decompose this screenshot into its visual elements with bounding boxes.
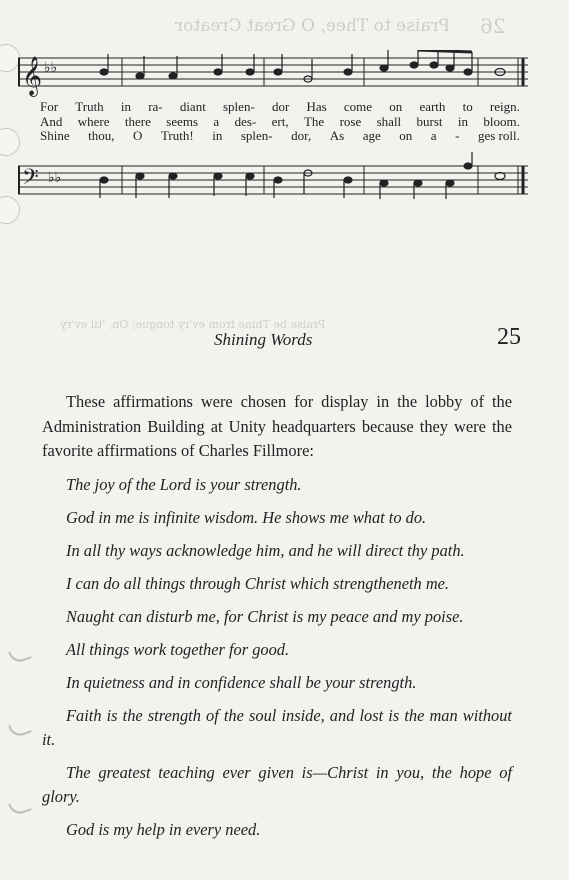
lyric-syllable: come — [343, 99, 373, 114]
body-text — [42, 390, 512, 851]
intro-paragraph: These affirmations were chosen for display in the lobby of the Administration Building at Unity headquarters because they were the favorite affirmations of Charles Fillmore: — [42, 392, 512, 460]
lyric-syllable: age — [362, 128, 381, 143]
hymn-lyrics — [40, 100, 520, 144]
lyric-syllable: Shine — [40, 128, 70, 143]
bleed-lyrics: Praise be Thine from ev'ry tongue; On, 'til ev'ry — [60, 318, 326, 331]
treble-clef-icon: 𝄞 — [22, 56, 43, 96]
running-title: Shining Words — [214, 330, 313, 349]
lyric-syllable: earth — [419, 99, 446, 114]
lyric-syllable: As — [329, 128, 345, 143]
pencil-mark — [8, 719, 32, 739]
lyric-syllable: on — [399, 128, 413, 143]
affirmation: The greatest teaching ever given is—Christ in you, the hope of glory. — [42, 762, 512, 806]
lyric-line — [40, 100, 520, 115]
affirmation: God is my help in every need. — [66, 819, 261, 839]
binder-hole — [0, 196, 20, 224]
lyric-syllable: a — [213, 113, 220, 129]
lyric-syllable: bloom. — [483, 113, 520, 129]
svg-text:♭♭: ♭♭ — [48, 170, 62, 186]
bleed-title: Praise to Thee, O Great Creator — [175, 16, 451, 36]
pencil-mark — [8, 797, 32, 817]
bass-clef-icon: 𝄢 — [22, 165, 39, 195]
lyric-syllable: splen- — [223, 99, 255, 114]
affirmation: In quietness and in confidence shall be your strength. — [66, 672, 417, 692]
lyric-syllable: there — [124, 113, 151, 129]
lyric-line — [40, 129, 520, 144]
lyric-syllable: The — [303, 113, 325, 129]
affirmation: In all thy ways acknowledge him, and he will direct thy path. — [66, 540, 465, 560]
lyric-syllable: where — [77, 113, 110, 129]
affirmation: All things work together for good. — [66, 639, 290, 659]
lyric-syllable: rose — [339, 113, 362, 129]
lyric-syllable: splen- — [240, 128, 273, 143]
affirmation: Faith is the strength of the soul inside, and lost is the man without it. — [42, 705, 512, 749]
lyric-syllable: in — [457, 113, 469, 129]
lyric-syllable: on — [389, 99, 403, 114]
lyric-syllable: to — [462, 99, 473, 114]
lyric-syllable: Truth — [75, 99, 104, 114]
lyric-syllable: ert, — [271, 113, 289, 129]
lyric-syllable: seems — [166, 113, 199, 129]
lyric-syllable: thou, — [88, 128, 115, 143]
binder-hole — [0, 44, 20, 72]
bleed-page-number: 26 — [480, 14, 506, 38]
binder-hole — [0, 128, 20, 156]
treble-staff — [18, 50, 528, 98]
lyric-syllable: Truth! — [160, 128, 194, 143]
affirmation: Naught can disturb me, for Christ is my peace and my poise. — [66, 606, 464, 626]
lyric-syllable: burst — [416, 113, 443, 129]
pencil-mark — [8, 645, 32, 665]
affirmation: I can do all things through Christ which strengtheneth me. — [66, 573, 450, 593]
page-number: 25 — [497, 324, 521, 350]
lyric-syllable: Has — [306, 99, 327, 114]
lyric-syllable: And — [40, 113, 63, 129]
lyric-syllable: a — [430, 128, 437, 143]
lyric-syllable: diant — [179, 99, 206, 114]
bass-staff — [18, 152, 528, 200]
lyric-line — [40, 115, 520, 130]
lyric-syllable: shall — [376, 113, 402, 129]
affirmation: The joy of the Lord is your strength. — [66, 474, 302, 494]
lyric-syllable: in — [212, 128, 223, 143]
svg-text:♭♭: ♭♭ — [44, 60, 58, 76]
lyric-syllable: ra- — [148, 99, 163, 114]
lyric-syllable: reign. — [489, 99, 520, 114]
affirmation: God in me is infinite wisdom. He shows me what to do. — [66, 507, 427, 527]
lyric-syllable: For — [40, 99, 59, 114]
lyric-syllable: dor, — [291, 128, 312, 143]
lyric-syllable: in — [120, 99, 131, 114]
lyric-syllable: ges roll. — [477, 128, 520, 143]
lyric-syllable: - — [455, 128, 460, 143]
lyric-syllable: des- — [234, 113, 257, 129]
lyric-syllable: dor — [271, 99, 290, 114]
lyric-syllable: O — [133, 128, 143, 143]
